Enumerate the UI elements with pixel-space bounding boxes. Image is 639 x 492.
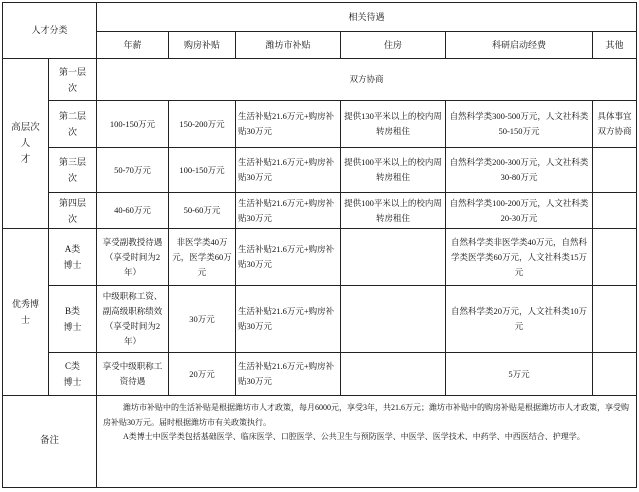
- table-row: [3, 193, 637, 229]
- level-label: 第四层次: [58, 197, 86, 224]
- table-row: [3, 148, 637, 193]
- level-label: 第一层次: [58, 66, 86, 93]
- column-header-housing-subsidy: 购房补贴: [169, 32, 236, 59]
- table-row: [3, 353, 637, 396]
- weifang-subsidy-cell: 生活补贴21.6万元+购房补贴30万元: [236, 148, 341, 193]
- salary-cell: 100-150万元: [97, 101, 169, 148]
- header-benefits: 相关待遇: [97, 3, 637, 32]
- level-label: 第二层次: [58, 111, 86, 137]
- weifang-subsidy-cell: 生活补贴21.6万元+购房补贴30万元: [236, 193, 341, 229]
- other-cell: [593, 353, 637, 396]
- other-cell: 具体事宜双方协商: [593, 101, 637, 148]
- research-funding-cell: 5万元: [446, 353, 593, 396]
- housing-cell: 提供100平米以上的校内周转房租住: [341, 193, 446, 229]
- housing-cell: [341, 286, 446, 353]
- salary-cell: 享受副教授待遇（享受时间为2年）: [97, 229, 169, 286]
- level-label: A类博士: [63, 244, 82, 270]
- table-row: [3, 101, 637, 148]
- housing-cell: [341, 229, 446, 286]
- housing-cell: 提供100平米以上的校内周转房租住: [341, 148, 446, 193]
- note-body: [97, 396, 637, 488]
- level-cell: [49, 59, 97, 101]
- housing-subsidy-cell: 100-150万元: [169, 148, 236, 193]
- group-label-doctors: [3, 229, 49, 396]
- research-funding-cell: 自然科学类100-200万元，人文社科类20-30万元: [446, 193, 593, 229]
- talent-benefits-table: [2, 2, 637, 488]
- weifang-subsidy-cell: 生活补贴21.6万元+购房补贴30万元: [236, 229, 341, 286]
- table-row: [3, 229, 637, 286]
- level-cell: [49, 353, 97, 396]
- level-label: 第三层次: [58, 157, 86, 183]
- header-category: 人才分类: [3, 3, 97, 59]
- table-row-note: [3, 396, 637, 488]
- housing-subsidy-cell: 非医学类40万元，医学类60万元: [169, 229, 236, 286]
- column-header-salary: 年薪: [97, 32, 169, 59]
- table-row: [3, 59, 637, 101]
- housing-cell: 提供130平米以上的校内周转房租住: [341, 101, 446, 148]
- column-header-weifang-subsidy: 潍坊市补贴: [236, 32, 341, 59]
- housing-cell: [341, 353, 446, 396]
- salary-cell: 40-60万元: [97, 193, 169, 229]
- housing-subsidy-cell: 20万元: [169, 353, 236, 396]
- other-cell: [593, 229, 637, 286]
- weifang-subsidy-cell: 生活补贴21.6万元+购房补贴30万元: [236, 353, 341, 396]
- column-header-housing: 住房: [341, 32, 446, 59]
- weifang-subsidy-cell: 生活补贴21.6万元+购房补贴30万元: [236, 286, 341, 353]
- group-label-text: 优秀博士: [11, 298, 39, 325]
- salary-cell: 中级职称工资、副高级职称绩效（享受时间为2年）: [97, 286, 169, 353]
- level-cell: [49, 148, 97, 193]
- other-cell: [593, 286, 637, 353]
- housing-subsidy-cell: 30万元: [169, 286, 236, 353]
- level-label: B类博士: [63, 306, 82, 332]
- table-row: [3, 286, 637, 353]
- column-header-other: 其他: [593, 32, 637, 59]
- level-cell: [49, 193, 97, 229]
- other-cell: [593, 193, 637, 229]
- research-funding-cell: 自然科学类20万元，人文社科类10万元: [446, 286, 593, 353]
- housing-subsidy-cell: 150-200万元: [169, 101, 236, 148]
- research-funding-cell: 自然科学类300-500万元，人文社科类50-150万元: [446, 101, 593, 148]
- note-paragraph: A类博士中医学类包括基础医学、临床医学、口腔医学、公共卫生与预防医学、中医学、医学技术、中药学、中西医结合、护理学。: [123, 432, 585, 441]
- housing-subsidy-cell: 50-60万元: [169, 193, 236, 229]
- note-label: 备注: [3, 396, 97, 488]
- level-cell: [49, 101, 97, 148]
- level-cell: [49, 229, 97, 286]
- note-paragraph: 潍坊市补贴中的生活补贴是根据潍坊市人才政策，每月6000元，享受3年，共21.6万元；潍坊市补贴中的购房补贴是根据潍坊市人才政策，享受购房补贴30万元。届时根据潍坊市有关政策执行。: [103, 403, 630, 427]
- column-header-research-funding: 科研启动经费: [446, 32, 593, 59]
- weifang-subsidy-cell: 生活补贴21.6万元+购房补贴30万元: [236, 101, 341, 148]
- negotiated-cell: 双方协商: [97, 59, 637, 101]
- salary-cell: 50-70万元: [97, 148, 169, 193]
- salary-cell: 享受中级职称工资待遇: [97, 353, 169, 396]
- level-cell: [49, 286, 97, 353]
- level-label: C类博士: [63, 361, 82, 387]
- research-funding-cell: 自然科学类200-300万元，人文社科类30-80万元: [446, 148, 593, 193]
- group-label-high-level: 高层次 人 才: [3, 59, 49, 229]
- other-cell: [593, 148, 637, 193]
- research-funding-cell: 自然科学类非医学类40万元，自然科学类医学类60万元，人文社科类15万元: [446, 229, 593, 286]
